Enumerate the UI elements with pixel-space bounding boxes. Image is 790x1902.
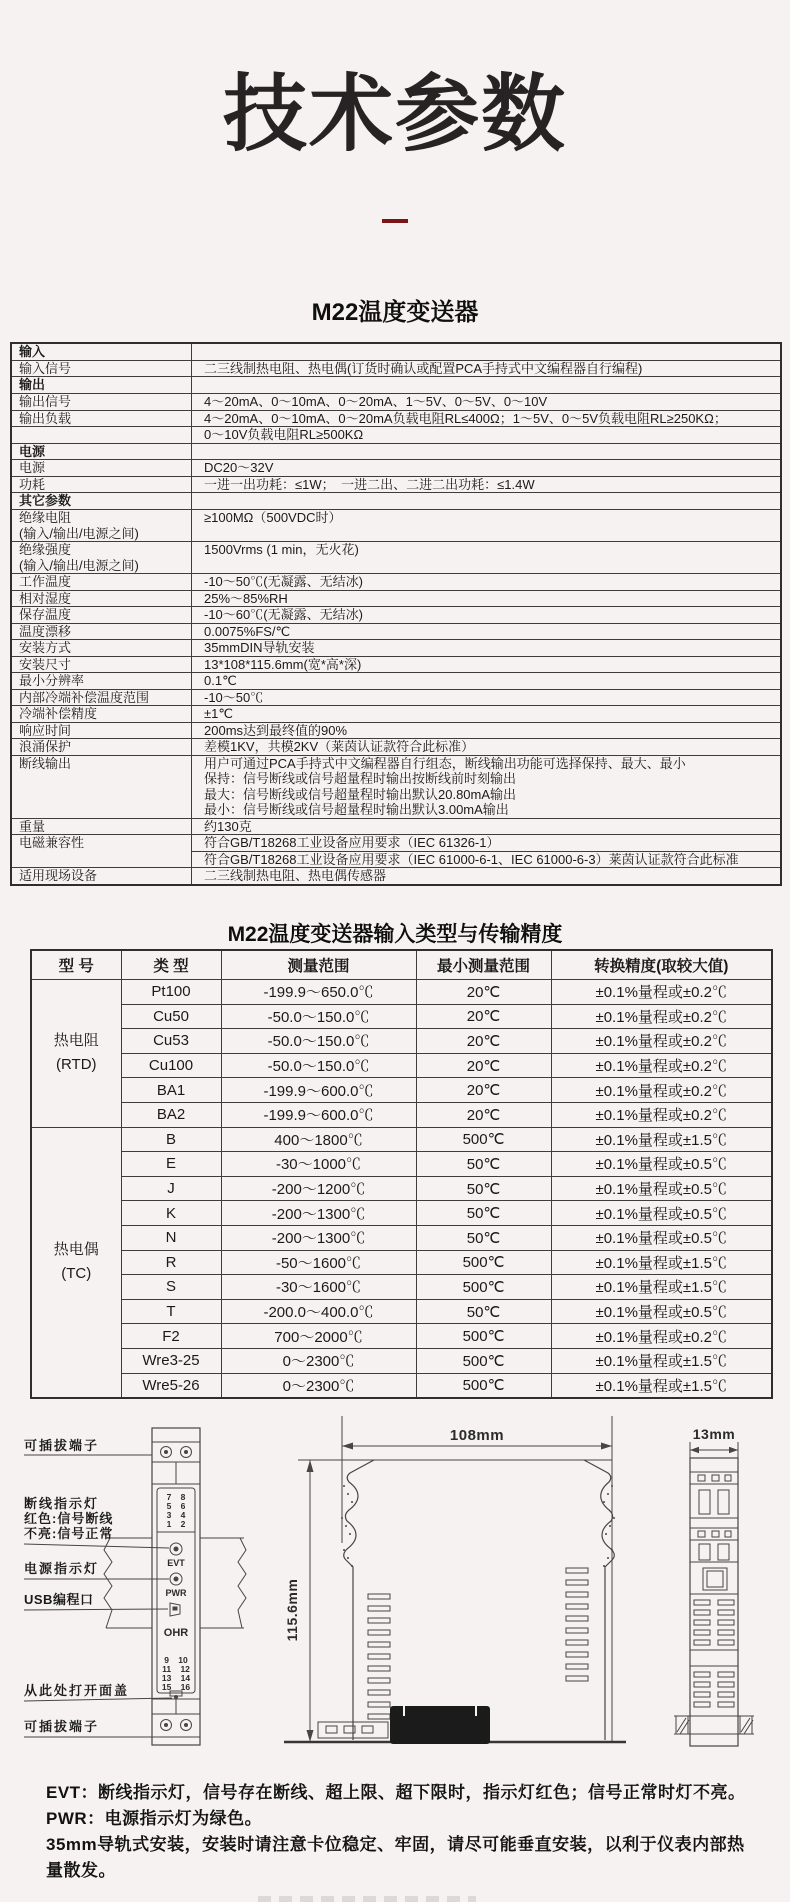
accuracy-row (31, 1201, 772, 1226)
spec-value-line: 4～20mA、0～10mA、0～20mA、1～5V、0～5V、0～10V (204, 394, 548, 410)
range-cell: -199.9～600.0℃ (221, 1078, 416, 1103)
accuracy-row (31, 1373, 772, 1398)
height-dimension-label: 115.6mm (284, 1578, 300, 1642)
spec-value-line: 4～20mA、0～10mA、0～20mA负载电阻RL≤400Ω；1～5V、0～5V负载电阻RL≥250KΩ； (204, 410, 727, 426)
spec-label-cell (11, 476, 192, 493)
spec-value-cell (192, 377, 782, 394)
spec-label-cell (11, 394, 192, 411)
spec-label-line: 功耗 (19, 476, 46, 492)
range-cell: -50～1600℃ (221, 1250, 416, 1275)
min-range-cell: 20℃ (416, 1053, 551, 1078)
spec-label-line: 绝缘电阻 (19, 510, 72, 526)
spec-value-cell (192, 755, 782, 818)
sensor-type-cell: Wre5-26 (121, 1373, 221, 1398)
range-cell: 400～1800℃ (221, 1127, 416, 1152)
spec-value-cell (192, 590, 782, 607)
spec-row (11, 623, 781, 640)
spec-label-cell (11, 542, 192, 574)
top-view-drawing (674, 1426, 754, 1746)
spec-row (11, 656, 781, 673)
sensor-type-cell: BA1 (121, 1078, 221, 1103)
spec-value-line: 符合GB/T18268工业设备应用要求（IEC 61326-1） (204, 835, 500, 851)
min-range-cell: 20℃ (416, 1004, 551, 1029)
accuracy-cell: ±0.1%量程或±1.5℃ (551, 1373, 772, 1398)
spec-row (11, 410, 781, 427)
note-line: 35mm导轨式安装，安装时请注意卡位稳定、牢固，请尽可能垂直安装，以利于仪表内部热量散发。 (46, 1835, 745, 1880)
sensor-group-label: 热电偶 (53, 1241, 99, 1259)
accuracy-cell: ±0.1%量程或±1.5℃ (551, 1250, 772, 1275)
min-range-cell: 500℃ (416, 1324, 551, 1349)
spec-label-cell (11, 656, 192, 673)
terminal-numbers: 9 10 (164, 1655, 188, 1665)
sensor-type-cell: Cu50 (121, 1004, 221, 1029)
spec-label-line: 响应时间 (19, 722, 72, 738)
spec-value-cell (192, 818, 782, 835)
spec-value-cell (192, 706, 782, 723)
range-cell: -200～1300℃ (221, 1225, 416, 1250)
accuracy-cell: ±0.1%量程或±0.2℃ (551, 1029, 772, 1054)
spec-label-cell (11, 343, 192, 360)
min-range-cell: 20℃ (416, 1102, 551, 1127)
spec-value-line: 二三线制热电阻、热电偶传感器 (204, 868, 387, 884)
spec-label-cell (11, 689, 192, 706)
spec-label-line: 电源 (19, 443, 46, 459)
spec-value-cell (192, 542, 782, 574)
sensor-group-label: (TC) (61, 1265, 92, 1283)
spec-label-cell (11, 868, 192, 885)
spec-value-cell (192, 476, 782, 493)
accuracy-heading: M22温度变送器输入类型与传输精度 (227, 923, 563, 946)
spec-row (11, 755, 781, 818)
spec-value-line: 约130克 (204, 818, 252, 834)
spec-label-cell (11, 835, 192, 868)
sensor-type-cell: S (121, 1275, 221, 1300)
sensor-type-cell: Pt100 (121, 980, 221, 1005)
callout-power-led: 电源指示灯 (24, 1561, 100, 1576)
spec-table-body (11, 343, 781, 885)
spec-label-line: 断线输出 (19, 755, 72, 771)
sensor-type-cell: N (121, 1225, 221, 1250)
accent-dash (382, 219, 408, 223)
min-range-cell: 20℃ (416, 1029, 551, 1054)
terminal-numbers: 1 2 (166, 1519, 186, 1529)
accuracy-cell: ±0.1%量程或±0.2℃ (551, 1324, 772, 1349)
spec-value-line: 0～10V负载电阻RL≥500KΩ (204, 427, 364, 443)
spec-row (11, 640, 781, 657)
sensor-group-cell (31, 1127, 121, 1398)
spec-row (11, 835, 781, 852)
spec-value-cell (192, 623, 782, 640)
terminal-numbers: 11 12 (162, 1664, 190, 1674)
accuracy-row (31, 1102, 772, 1127)
spec-value-line: -10～50℃(无凝露、无结冰) (204, 574, 363, 590)
spec-section-row (11, 343, 781, 360)
accuracy-head-row (31, 950, 772, 980)
sensor-type-cell: F2 (121, 1324, 221, 1349)
sensor-group-cell (31, 980, 121, 1128)
min-range-cell: 500℃ (416, 1348, 551, 1373)
spec-label-line: 输出 (19, 377, 46, 393)
spec-label-cell (11, 574, 192, 591)
range-cell: 0～2300℃ (221, 1348, 416, 1373)
spec-value-cell (192, 739, 782, 756)
spec-value-cell (192, 360, 782, 377)
terminal-numbers: 5 6 (166, 1501, 186, 1511)
brand-logo: OHR (163, 1627, 189, 1639)
vent-slots-left (368, 1594, 390, 1719)
spec-value-line: ±1℃ (204, 706, 233, 722)
note-line: PWR：电源指示灯为绿色。 (46, 1809, 263, 1828)
spec-value-line: 25%～85%RH (204, 590, 288, 606)
spec-section-row (11, 443, 781, 460)
spec-value-line: 最小：信号断线或信号超量程时输出默认3.00mA输出 (204, 802, 509, 818)
spec-row (11, 689, 781, 706)
spec-label-line: 电磁兼容性 (19, 835, 85, 851)
spec-label-line: 重量 (19, 818, 46, 834)
spec-label-cell (11, 460, 192, 477)
spec-value-cell (192, 410, 782, 427)
clip-profile-left (344, 1460, 374, 1740)
accuracy-cell: ±0.1%量程或±0.5℃ (551, 1225, 772, 1250)
top-view-outline (690, 1458, 738, 1746)
range-cell: 0～2300℃ (221, 1373, 416, 1398)
accuracy-row (31, 1275, 772, 1300)
accuracy-cell: ±0.1%量程或±0.2℃ (551, 980, 772, 1005)
spec-row (11, 706, 781, 723)
spec-label-cell (11, 673, 192, 690)
accuracy-row (31, 1225, 772, 1250)
spec-value-cell (192, 574, 782, 591)
spec-value-cell (192, 427, 782, 444)
spec-value-line: DC20～32V (204, 460, 274, 476)
clip-profile-right (584, 1460, 614, 1740)
spec-row (11, 574, 781, 591)
spec-label-cell (11, 722, 192, 739)
accuracy-row (31, 1029, 772, 1054)
callout-break-led: 断线指示灯 (24, 1496, 100, 1511)
sensor-type-cell: Cu100 (121, 1053, 221, 1078)
accuracy-cell: ±0.1%量程或±0.2℃ (551, 1053, 772, 1078)
cutoff-next-section (258, 1896, 476, 1902)
spec-row (11, 590, 781, 607)
spec-value-line: 用户可通过PCA手持式中文编程器自行组态，断线输出功能可选择保持、最大、最小 (204, 755, 686, 771)
spec-value-cell (192, 640, 782, 657)
accuracy-cell: ±0.1%量程或±1.5℃ (551, 1275, 772, 1300)
spec-label-line: 温度漂移 (19, 623, 72, 639)
range-cell: -199.9～600.0℃ (221, 1102, 416, 1127)
spec-label-line: 电源 (19, 460, 46, 476)
spec-value-line: 符合GB/T18268工业设备应用要求（IEC 61000-6-1、IEC 61000-6-3）莱茵认证款符合此标准 (204, 851, 739, 867)
min-range-cell: 500℃ (416, 1373, 551, 1398)
spec-value-line (204, 344, 780, 360)
spec-label-line: 保存温度 (19, 607, 72, 623)
spec-value-line: 二三线制热电阻、热电偶(订货时确认或配置PCA手持式中文编程器自行编程) (204, 360, 643, 376)
accuracy-row (31, 1250, 772, 1275)
spec-label-line: 输出负载 (19, 410, 72, 426)
range-cell: -50.0～150.0℃ (221, 1029, 416, 1054)
spec-row (11, 739, 781, 756)
sensor-type-cell: BA2 (121, 1102, 221, 1127)
accuracy-row (31, 1348, 772, 1373)
range-cell: -200.0～400.0℃ (221, 1299, 416, 1324)
spec-label-line: 最小分辨率 (19, 673, 85, 689)
spec-value-line: 最大：信号断线或信号超量程时输出默认20.80mA输出 (204, 786, 517, 802)
accuracy-row (31, 980, 772, 1005)
spec-value-cell (192, 722, 782, 739)
spec-label-line: (输入/输出/电源之间) (19, 557, 139, 573)
accuracy-table-body (31, 980, 772, 1399)
spec-value-cell (192, 394, 782, 411)
callout-plug-terminal-top: 可插拔端子 (24, 1438, 100, 1453)
spec-label-line: 输入信号 (19, 360, 72, 376)
spec-label-line: 其它参数 (19, 493, 72, 509)
spec-label-cell (11, 443, 192, 460)
spec-label-line: 安装方式 (19, 640, 72, 656)
terminal-numbers: 7 8 (166, 1492, 186, 1502)
spec-value-line: 0.1℃ (204, 673, 237, 689)
spec-row (11, 542, 781, 574)
spec-row (11, 673, 781, 690)
spec-value-cell (192, 656, 782, 673)
spec-value-cell (192, 607, 782, 624)
accuracy-cell: ±0.1%量程或±0.2℃ (551, 1102, 772, 1127)
spec-value-line: 保持：信号断线或信号超量程时输出按断线前时刻输出 (204, 771, 517, 787)
range-cell: -200～1200℃ (221, 1176, 416, 1201)
note-line: EVT：断线指示灯，信号存在断线、超上限、超下限时，指示灯红色；信号正常时灯不亮。 (46, 1783, 746, 1802)
spec-value-cell (192, 460, 782, 477)
accuracy-cell: ±0.1%量程或±0.2℃ (551, 1004, 772, 1029)
vent-slots-right (566, 1568, 588, 1681)
callout-break-led-off: 不亮:信号正常 (24, 1526, 114, 1541)
min-range-cell: 50℃ (416, 1225, 551, 1250)
spec-value-cell (192, 493, 782, 510)
spec-label-cell (11, 818, 192, 835)
callout-open-cover: 从此处打开面盖 (24, 1683, 130, 1698)
spec-label-line: 安装尺寸 (19, 656, 72, 672)
evt-led-label: EVT (167, 1558, 185, 1568)
front-view-drawing (24, 1428, 246, 1745)
spec-value-cell (192, 851, 782, 868)
spec-label-line: (输入/输出/电源之间) (19, 525, 139, 541)
callout-plug-terminal-bottom: 可插拔端子 (24, 1719, 100, 1734)
callout-usb: USB编程口 (24, 1592, 94, 1607)
accuracy-cell: ±0.1%量程或±0.5℃ (551, 1201, 772, 1226)
min-range-cell: 50℃ (416, 1176, 551, 1201)
sensor-group-label: 热电阻 (53, 1032, 99, 1050)
spec-value-cell (192, 510, 782, 542)
spec-label-line: 内部冷端补偿温度范围 (19, 689, 150, 705)
spec-section-row (11, 377, 781, 394)
dimension-diagrams (0, 1398, 790, 1770)
dotted-detail (341, 1485, 615, 1567)
spec-label-cell (11, 510, 192, 542)
spec-value-cell (192, 343, 782, 360)
range-cell: -199.9～650.0℃ (221, 980, 416, 1005)
spec-value-cell (192, 868, 782, 885)
spec-table (10, 342, 782, 886)
accuracy-cell: ±0.1%量程或±1.5℃ (551, 1348, 772, 1373)
accuracy-header-cell: 测量范围 (221, 950, 416, 980)
range-cell: -30～1600℃ (221, 1275, 416, 1300)
terminal-numbers: 3 4 (166, 1510, 186, 1520)
accuracy-row (31, 1299, 772, 1324)
min-range-cell: 500℃ (416, 1275, 551, 1300)
spec-value-line: ≥100MΩ（500VDC时） (204, 510, 342, 526)
range-cell: -50.0～150.0℃ (221, 1004, 416, 1029)
spec-row (11, 722, 781, 739)
range-cell: 700～2000℃ (221, 1324, 416, 1349)
spec-value-line: 0.0075%FS/℃ (204, 623, 291, 639)
min-range-cell: 500℃ (416, 1127, 551, 1152)
spec-label-line (19, 427, 191, 443)
range-cell: -50.0～150.0℃ (221, 1053, 416, 1078)
accuracy-cell: ±0.1%量程或±0.5℃ (551, 1152, 772, 1177)
sensor-type-cell: K (121, 1201, 221, 1226)
spec-row (11, 868, 781, 885)
sensor-type-cell: R (121, 1250, 221, 1275)
accuracy-header-cell: 转换精度(取较大值) (551, 950, 772, 980)
sensor-type-cell: B (121, 1127, 221, 1152)
spec-value-line (204, 377, 780, 393)
spec-row (11, 394, 781, 411)
spec-value-line: 35mmDIN导轨安装 (204, 640, 315, 656)
rail-break-left (104, 1538, 112, 1628)
spec-row (11, 360, 781, 377)
range-cell: -200～1300℃ (221, 1201, 416, 1226)
accuracy-header-cell: 型 号 (31, 950, 121, 980)
spec-label-line: 输出信号 (19, 394, 72, 410)
accuracy-row (31, 1053, 772, 1078)
min-range-cell: 50℃ (416, 1152, 551, 1177)
min-range-cell: 500℃ (416, 1250, 551, 1275)
spec-label-cell (11, 623, 192, 640)
min-range-cell: 20℃ (416, 980, 551, 1005)
spec-label-line: 相对湿度 (19, 590, 72, 606)
accuracy-row (31, 1324, 772, 1349)
spec-value-line: -10～50℃ (204, 689, 264, 705)
spec-value-line: 一进一出功耗：≤1W； 一进二出、二进二出功耗：≤1.4W (204, 476, 535, 492)
spec-value-line: 13*108*115.6mm(宽*高*深) (204, 656, 362, 672)
spec-row (11, 607, 781, 624)
spec-label-cell (11, 607, 192, 624)
spec-row (11, 476, 781, 493)
footnotes (46, 1780, 746, 1884)
spec-label-cell (11, 706, 192, 723)
spec-value-line (204, 493, 780, 509)
spec-label-line: 浪涌保护 (19, 739, 72, 755)
accuracy-cell: ±0.1%量程或±0.5℃ (551, 1176, 772, 1201)
spec-label-line: 冷端补偿精度 (19, 706, 98, 722)
spec-value-cell (192, 443, 782, 460)
spec-label-line: 输入 (19, 344, 46, 359)
spec-label-cell (11, 590, 192, 607)
accuracy-row (31, 1152, 772, 1177)
spec-value-line: -10～60℃(无凝露、无结冰) (204, 607, 363, 623)
terminal-numbers: 15 16 (161, 1682, 191, 1692)
spec-section-row (11, 493, 781, 510)
spec-value-cell (192, 673, 782, 690)
callout-break-led-red: 红色:信号断线 (24, 1511, 114, 1526)
min-range-cell: 20℃ (416, 1078, 551, 1103)
spec-label-cell (11, 427, 192, 444)
sensor-group-label: (RTD) (55, 1056, 97, 1074)
spec-value-cell (192, 835, 782, 852)
spec-label-cell (11, 360, 192, 377)
accuracy-table (30, 949, 773, 1399)
accuracy-cell: ±0.1%量程或±1.5℃ (551, 1127, 772, 1152)
range-cell: -30～1000℃ (221, 1152, 416, 1177)
spec-label-cell (11, 640, 192, 657)
spec-label-line: 工作温度 (19, 574, 72, 590)
spec-label-cell (11, 410, 192, 427)
accuracy-row (31, 1176, 772, 1201)
rail-break-right (238, 1538, 246, 1628)
spec-label-cell (11, 755, 192, 818)
spec-value-cell (192, 689, 782, 706)
spec-label-cell (11, 493, 192, 510)
side-view-drawing (284, 1416, 626, 1744)
spec-value-line (204, 444, 780, 460)
sensor-type-cell: E (121, 1152, 221, 1177)
rail-cross-section (676, 1716, 753, 1734)
accuracy-row (31, 1004, 772, 1029)
accuracy-header-cell: 类 型 (121, 950, 221, 980)
spec-value-line: 200ms达到最终值的90% (204, 722, 348, 738)
accuracy-cell: ±0.1%量程或±0.2℃ (551, 1078, 772, 1103)
spec-value-line: 1500Vrms (1 min，无火花) (204, 542, 359, 558)
top-view-vents (694, 1600, 734, 1707)
sensor-type-cell: J (121, 1176, 221, 1201)
spec-row (11, 460, 781, 477)
accuracy-header-cell: 最小测量范围 (416, 950, 551, 980)
sensor-type-cell: T (121, 1299, 221, 1324)
spec-label-line: 适用现场设备 (19, 868, 98, 884)
spec-label-cell (11, 377, 192, 394)
page-title: 技术参数 (222, 67, 567, 161)
depth-dimension-label: 13mm (692, 1426, 736, 1442)
accuracy-cell: ±0.1%量程或±0.5℃ (551, 1299, 772, 1324)
spec-row (11, 510, 781, 542)
min-range-cell: 50℃ (416, 1299, 551, 1324)
product-heading: M22温度变送器 (311, 299, 479, 326)
sensor-type-cell: Cu53 (121, 1029, 221, 1054)
min-range-cell: 50℃ (416, 1201, 551, 1226)
sensor-type-cell: Wre3-25 (121, 1348, 221, 1373)
spec-label-cell (11, 739, 192, 756)
width-dimension-label: 108mm (449, 1427, 505, 1444)
pwr-led-label: PWR (165, 1588, 187, 1598)
spec-row (11, 427, 781, 444)
accuracy-row (31, 1127, 772, 1152)
spec-label-line: 绝缘强度 (19, 542, 72, 558)
accuracy-row (31, 1078, 772, 1103)
spec-value-line: 差模1KV，共模2KV（莱茵认证款符合此标准） (204, 739, 475, 755)
spec-row (11, 818, 781, 835)
terminal-numbers: 13 14 (161, 1673, 191, 1683)
